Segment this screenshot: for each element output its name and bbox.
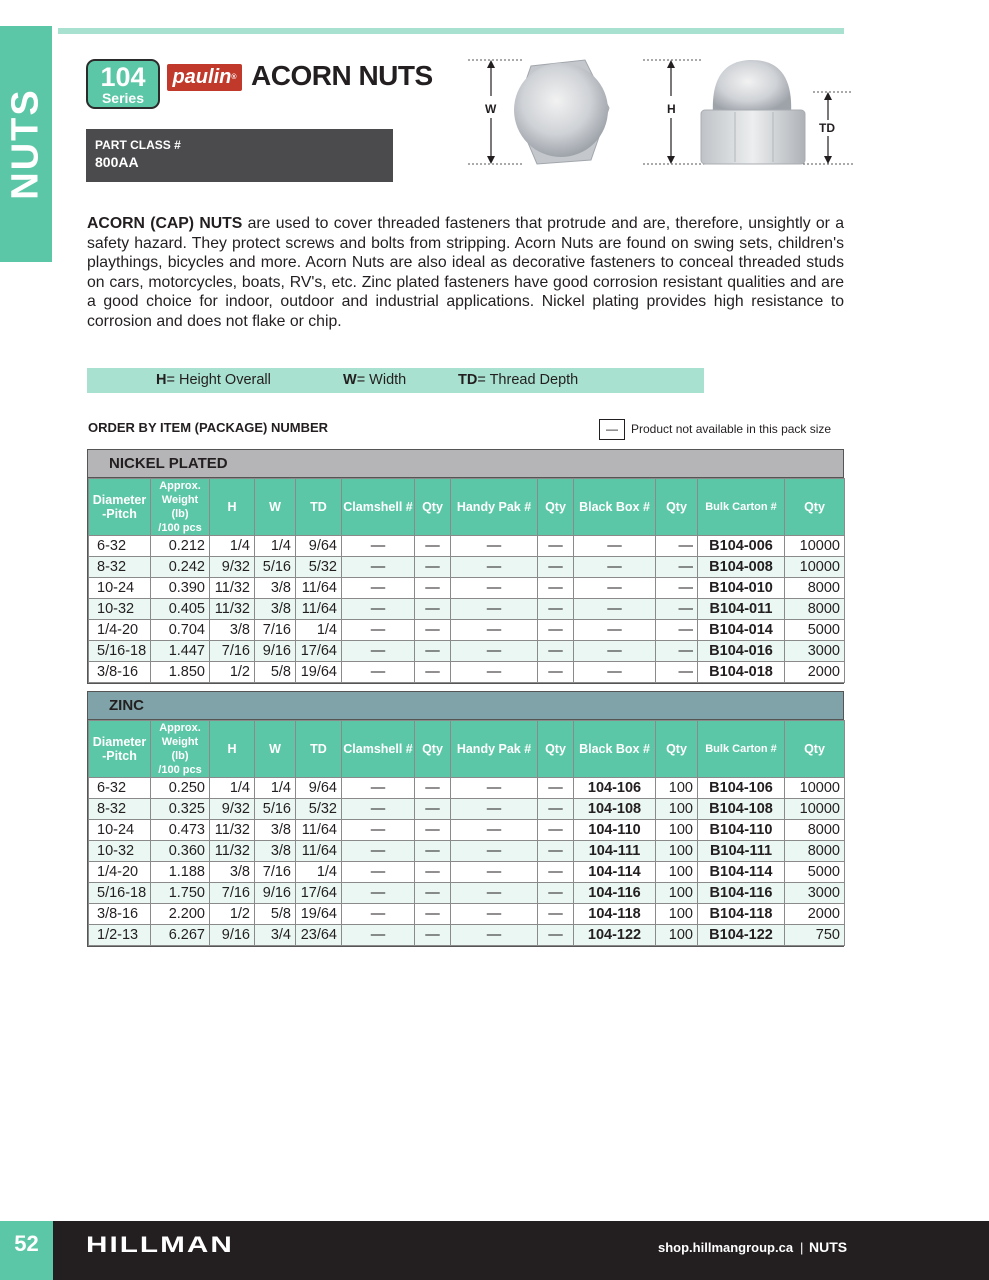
- table-cell: 11/64: [296, 578, 342, 599]
- col-w: W: [255, 479, 296, 536]
- table-cell: 1/2: [210, 662, 255, 683]
- table-cell: —: [342, 557, 415, 578]
- zinc-section-title: ZINC: [88, 692, 843, 720]
- table-cell: 10-24: [89, 820, 151, 841]
- table-row: [89, 641, 845, 662]
- table-cell: —: [342, 883, 415, 904]
- table-cell: 3000: [785, 883, 845, 904]
- footer-section: NUTS: [809, 1239, 848, 1255]
- table-cell: 0.473: [151, 820, 210, 841]
- table-cell: 9/64: [296, 536, 342, 557]
- table-cell: 2000: [785, 662, 845, 683]
- table-cell: 3/8: [210, 862, 255, 883]
- table-row: [89, 862, 845, 883]
- table-cell: —: [656, 557, 698, 578]
- table-cell: 100: [656, 820, 698, 841]
- col-clamshell: Clamshell #: [342, 479, 415, 536]
- table-cell: 7/16: [210, 641, 255, 662]
- table-cell: 11/64: [296, 820, 342, 841]
- h-arrowhead-bottom: [667, 156, 675, 164]
- table-cell: —: [656, 641, 698, 662]
- col-black-box-qty: Qty: [656, 721, 698, 778]
- footer-separator: |: [800, 1240, 804, 1255]
- table-cell: —: [451, 841, 538, 862]
- table-cell: —: [451, 662, 538, 683]
- table-cell: —: [342, 778, 415, 799]
- col-bulk-carton-qty: Qty: [785, 479, 845, 536]
- table-cell: —: [538, 841, 574, 862]
- table-cell: 17/64: [296, 641, 342, 662]
- zinc-table-body: [89, 778, 845, 946]
- table-cell: —: [342, 799, 415, 820]
- brand-name: paulin: [172, 66, 232, 88]
- table-cell: —: [656, 599, 698, 620]
- table-cell: 3/8: [255, 820, 296, 841]
- table-cell: —: [451, 599, 538, 620]
- page-title: ACORN NUTS: [251, 60, 433, 91]
- col-h: H: [210, 479, 255, 536]
- table-cell: 11/32: [210, 578, 255, 599]
- table-cell: —: [415, 799, 451, 820]
- table-cell: —: [415, 557, 451, 578]
- table-cell: 8-32: [89, 799, 151, 820]
- table-cell: —: [415, 883, 451, 904]
- table-cell: 6.267: [151, 925, 210, 946]
- table-cell: B104-111: [698, 841, 785, 862]
- table-cell: 8000: [785, 578, 845, 599]
- table-cell: —: [342, 662, 415, 683]
- td-arrowhead-bottom: [824, 156, 832, 164]
- header-row: [89, 479, 845, 536]
- table-cell: 1/4: [296, 620, 342, 641]
- table-row: [89, 662, 845, 683]
- not-available-symbol: —: [599, 419, 625, 440]
- table-cell: —: [451, 536, 538, 557]
- table-cell: —: [574, 557, 656, 578]
- table-cell: 5/16: [255, 557, 296, 578]
- table-cell: —: [538, 620, 574, 641]
- page-number: 52: [0, 1221, 53, 1280]
- col-w: W: [255, 721, 296, 778]
- table-cell: 100: [656, 862, 698, 883]
- table-cell: —: [538, 536, 574, 557]
- table-cell: 3/4: [255, 925, 296, 946]
- table-cell: —: [342, 641, 415, 662]
- table-cell: —: [574, 599, 656, 620]
- col-black-box: Black Box #: [574, 479, 656, 536]
- table-cell: 8-32: [89, 557, 151, 578]
- table-cell: B104-006: [698, 536, 785, 557]
- table-cell: 1/4: [255, 536, 296, 557]
- table-cell: —: [451, 883, 538, 904]
- table-cell: 11/32: [210, 599, 255, 620]
- table-cell: 3/8: [255, 578, 296, 599]
- col-black-box-qty: Qty: [656, 479, 698, 536]
- table-row: [89, 620, 845, 641]
- table-cell: —: [451, 799, 538, 820]
- table-cell: —: [538, 883, 574, 904]
- col-bulk-carton-qty: Qty: [785, 721, 845, 778]
- table-cell: —: [538, 820, 574, 841]
- table-cell: —: [538, 578, 574, 599]
- col-approx-weight: Approx. Weight (lb) /100 pcs: [151, 479, 210, 536]
- table-cell: 0.405: [151, 599, 210, 620]
- table-cell: —: [656, 662, 698, 683]
- table-cell: 11/32: [210, 820, 255, 841]
- col-clamshell-qty: Qty: [415, 479, 451, 536]
- dimension-legend: [87, 368, 704, 393]
- table-cell: —: [538, 799, 574, 820]
- col-handy-pak: Handy Pak #: [451, 479, 538, 536]
- table-cell: 9/64: [296, 778, 342, 799]
- table-cell: 5000: [785, 862, 845, 883]
- table-cell: 2.200: [151, 904, 210, 925]
- table-cell: —: [342, 841, 415, 862]
- table-cell: 11/64: [296, 599, 342, 620]
- table-cell: 5000: [785, 620, 845, 641]
- table-cell: 7/16: [255, 862, 296, 883]
- table-cell: —: [342, 904, 415, 925]
- table-cell: 1.188: [151, 862, 210, 883]
- table-cell: 104-122: [574, 925, 656, 946]
- table-cell: —: [451, 641, 538, 662]
- col-bulk-carton: Bulk Carton #: [698, 721, 785, 778]
- table-cell: 1/4: [296, 862, 342, 883]
- nut-top-dome: [514, 63, 608, 157]
- table-row: [89, 841, 845, 862]
- table-cell: 3/8: [255, 599, 296, 620]
- h-arrowhead-top: [667, 60, 675, 68]
- table-row: [89, 557, 845, 578]
- part-class-value: 800AA: [95, 154, 139, 170]
- table-cell: 5/16-18: [89, 883, 151, 904]
- table-cell: B104-014: [698, 620, 785, 641]
- table-cell: —: [415, 820, 451, 841]
- table-row: [89, 904, 845, 925]
- table-cell: —: [451, 925, 538, 946]
- table-cell: —: [451, 557, 538, 578]
- table-cell: —: [451, 820, 538, 841]
- table-cell: 3000: [785, 641, 845, 662]
- zinc-table-header: [89, 721, 845, 778]
- intro-text: are used to cover threaded fasteners that protrude and are, therefore, unsightly or a safety hazard. They protect screws and bolts from stripping. Acorn Nuts are found on swing sets, children's playthings, bicycles and more. Acorn Nuts are also ideal as decorative fasteners to conceal threaded studs on cars, motorcycles, boats, RV's, etc. Zinc plated fasteners have good corrosion resistant qualities and are a good choice for indoor, outdoor and industrial applications. Nickel plating provides high resistance to corrosion and does not flake or chip.: [87, 215, 845, 330]
- table-row: [89, 799, 845, 820]
- series-number: 104: [100, 62, 146, 92]
- table-cell: —: [342, 925, 415, 946]
- nickel-plated-table: [87, 449, 844, 684]
- nickel-table-body: [89, 536, 845, 683]
- series-label: Series: [101, 90, 145, 106]
- series-badge: [86, 59, 160, 109]
- table-cell: 1/4-20: [89, 862, 151, 883]
- table-cell: —: [538, 599, 574, 620]
- diagram-h-label: H: [667, 102, 676, 116]
- table-cell: —: [415, 620, 451, 641]
- hillman-logo: HILLMAN: [86, 1232, 234, 1257]
- col-diameter-pitch: Diameter -Pitch: [89, 721, 151, 778]
- table-cell: B104-011: [698, 599, 785, 620]
- zinc-table: [88, 720, 845, 946]
- table-cell: —: [415, 578, 451, 599]
- table-cell: —: [451, 904, 538, 925]
- table-cell: —: [656, 536, 698, 557]
- table-row: [89, 536, 845, 557]
- table-cell: —: [342, 578, 415, 599]
- table-row: [89, 883, 845, 904]
- table-cell: 104-108: [574, 799, 656, 820]
- table-cell: B104-106: [698, 778, 785, 799]
- table-cell: 1.447: [151, 641, 210, 662]
- table-cell: 0.325: [151, 799, 210, 820]
- table-cell: 1.750: [151, 883, 210, 904]
- table-cell: 10000: [785, 557, 845, 578]
- table-cell: B104-108: [698, 799, 785, 820]
- col-handy-pak-qty: Qty: [538, 721, 574, 778]
- table-cell: 100: [656, 799, 698, 820]
- table-cell: 104-118: [574, 904, 656, 925]
- table-cell: —: [342, 536, 415, 557]
- nut-side-dome: [713, 60, 791, 114]
- table-cell: 8000: [785, 599, 845, 620]
- table-cell: B104-010: [698, 578, 785, 599]
- table-cell: 1/4: [255, 778, 296, 799]
- table-cell: —: [451, 620, 538, 641]
- table-cell: —: [574, 662, 656, 683]
- intro-lead: ACORN (CAP) NUTS: [87, 215, 243, 232]
- table-cell: —: [656, 578, 698, 599]
- table-cell: 6-32: [89, 536, 151, 557]
- side-tab-nuts: [0, 26, 52, 262]
- table-cell: —: [538, 925, 574, 946]
- nickel-section-title: NICKEL PLATED: [88, 450, 843, 478]
- table-cell: 100: [656, 841, 698, 862]
- table-cell: 3/8-16: [89, 904, 151, 925]
- table-cell: —: [574, 641, 656, 662]
- zinc-table-block: [87, 691, 844, 947]
- table-cell: —: [342, 599, 415, 620]
- table-cell: 5/16: [255, 799, 296, 820]
- w-arrowhead-bottom: [487, 156, 495, 164]
- table-cell: 1/4-20: [89, 620, 151, 641]
- table-cell: 11/32: [210, 841, 255, 862]
- nickel-table-header: [89, 479, 845, 536]
- table-cell: 10000: [785, 799, 845, 820]
- table-cell: —: [538, 662, 574, 683]
- table-cell: 9/16: [255, 641, 296, 662]
- diagram-w-label: W: [485, 102, 497, 116]
- table-cell: 17/64: [296, 883, 342, 904]
- table-cell: —: [451, 778, 538, 799]
- diagram-td-label: TD: [819, 121, 835, 135]
- table-cell: 100: [656, 778, 698, 799]
- table-cell: B104-114: [698, 862, 785, 883]
- table-cell: —: [342, 620, 415, 641]
- table-cell: 11/64: [296, 841, 342, 862]
- table-cell: 9/32: [210, 557, 255, 578]
- table-cell: —: [656, 620, 698, 641]
- table-row: [89, 578, 845, 599]
- table-cell: —: [538, 904, 574, 925]
- table-cell: 5/32: [296, 557, 342, 578]
- nut-side-hex: [701, 110, 805, 164]
- table-cell: 3/8-16: [89, 662, 151, 683]
- table-cell: 0.390: [151, 578, 210, 599]
- table-cell: —: [538, 641, 574, 662]
- table-cell: 3/8: [210, 620, 255, 641]
- table-cell: B104-018: [698, 662, 785, 683]
- col-clamshell: Clamshell #: [342, 721, 415, 778]
- table-cell: 10000: [785, 536, 845, 557]
- table-cell: 5/32: [296, 799, 342, 820]
- table-cell: 104-106: [574, 778, 656, 799]
- table-cell: 8000: [785, 841, 845, 862]
- table-row: [89, 820, 845, 841]
- table-cell: 100: [656, 904, 698, 925]
- table-cell: B104-116: [698, 883, 785, 904]
- col-clamshell-qty: Qty: [415, 721, 451, 778]
- col-diameter-pitch: Diameter -Pitch: [89, 479, 151, 536]
- table-cell: 104-110: [574, 820, 656, 841]
- col-black-box: Black Box #: [574, 721, 656, 778]
- col-approx-weight: Approx. Weight (lb) /100 pcs: [151, 721, 210, 778]
- table-cell: 10-32: [89, 599, 151, 620]
- top-rule: [58, 28, 844, 34]
- order-by-heading: ORDER BY ITEM (PACKAGE) NUMBER: [88, 420, 329, 435]
- table-cell: 6-32: [89, 778, 151, 799]
- table-cell: —: [415, 925, 451, 946]
- table-cell: 2000: [785, 904, 845, 925]
- paulin-logo: paulin®: [167, 64, 242, 91]
- table-cell: 10-32: [89, 841, 151, 862]
- table-cell: 10-24: [89, 578, 151, 599]
- table-row: [89, 778, 845, 799]
- table-cell: 5/8: [255, 904, 296, 925]
- table-cell: 19/64: [296, 662, 342, 683]
- table-cell: 0.360: [151, 841, 210, 862]
- table-cell: 100: [656, 925, 698, 946]
- not-available-text: Product not available in this pack size: [631, 422, 832, 436]
- table-cell: 7/16: [210, 883, 255, 904]
- table-cell: B104-110: [698, 820, 785, 841]
- diagram-graphic: [463, 52, 853, 172]
- table-cell: 0.704: [151, 620, 210, 641]
- table-cell: 19/64: [296, 904, 342, 925]
- table-cell: 23/64: [296, 925, 342, 946]
- table-cell: 7/16: [255, 620, 296, 641]
- col-td: TD: [296, 479, 342, 536]
- table-cell: —: [538, 862, 574, 883]
- legend-td: TD = Thread Depth: [458, 372, 579, 388]
- table-cell: B104-118: [698, 904, 785, 925]
- table-cell: —: [415, 778, 451, 799]
- table-cell: 104-114: [574, 862, 656, 883]
- nickel-table: [88, 478, 845, 683]
- table-cell: —: [342, 820, 415, 841]
- col-td: TD: [296, 721, 342, 778]
- col-h: H: [210, 721, 255, 778]
- table-cell: —: [574, 620, 656, 641]
- table-cell: 0.250: [151, 778, 210, 799]
- table-cell: —: [415, 641, 451, 662]
- table-cell: 1/2: [210, 904, 255, 925]
- header-row: [89, 721, 845, 778]
- table-cell: 8000: [785, 820, 845, 841]
- table-cell: 0.212: [151, 536, 210, 557]
- table-cell: —: [415, 662, 451, 683]
- table-cell: 1.850: [151, 662, 210, 683]
- table-cell: 3/8: [255, 841, 296, 862]
- table-cell: —: [574, 536, 656, 557]
- table-cell: —: [415, 841, 451, 862]
- table-cell: 1/4: [210, 778, 255, 799]
- part-class-box: [86, 129, 393, 182]
- table-cell: —: [574, 578, 656, 599]
- table-cell: 104-116: [574, 883, 656, 904]
- table-cell: 5/16-18: [89, 641, 151, 662]
- table-cell: B104-016: [698, 641, 785, 662]
- table-cell: B104-008: [698, 557, 785, 578]
- table-cell: —: [415, 599, 451, 620]
- table-cell: —: [538, 778, 574, 799]
- table-cell: —: [415, 536, 451, 557]
- table-cell: 0.242: [151, 557, 210, 578]
- legend-h: H = Height Overall: [156, 372, 271, 388]
- legend-w: W = Width: [343, 372, 407, 388]
- table-cell: —: [451, 578, 538, 599]
- table-cell: 100: [656, 883, 698, 904]
- table-cell: 1/4: [210, 536, 255, 557]
- table-cell: 5/8: [255, 662, 296, 683]
- footer-link[interactable]: shop.hillmangroup.ca: [658, 1240, 794, 1255]
- w-arrowhead-top: [487, 60, 495, 68]
- table-row: [89, 925, 845, 946]
- table-row: [89, 599, 845, 620]
- table-cell: —: [415, 904, 451, 925]
- td-arrowhead-top: [824, 92, 832, 100]
- table-cell: —: [415, 862, 451, 883]
- col-bulk-carton: Bulk Carton #: [698, 479, 785, 536]
- part-class-label: PART CLASS #: [95, 138, 181, 152]
- table-cell: —: [451, 862, 538, 883]
- side-tab-label: NUTS: [4, 88, 47, 200]
- table-cell: —: [342, 862, 415, 883]
- table-cell: 9/16: [210, 925, 255, 946]
- acorn-nut-diagram: [463, 52, 853, 172]
- col-handy-pak: Handy Pak #: [451, 721, 538, 778]
- table-cell: —: [538, 557, 574, 578]
- intro-paragraph: [87, 214, 844, 331]
- table-cell: 104-111: [574, 841, 656, 862]
- table-cell: 9/32: [210, 799, 255, 820]
- col-handy-pak-qty: Qty: [538, 479, 574, 536]
- table-cell: B104-122: [698, 925, 785, 946]
- table-cell: 9/16: [255, 883, 296, 904]
- table-cell: 10000: [785, 778, 845, 799]
- table-cell: 750: [785, 925, 845, 946]
- table-cell: 1/2-13: [89, 925, 151, 946]
